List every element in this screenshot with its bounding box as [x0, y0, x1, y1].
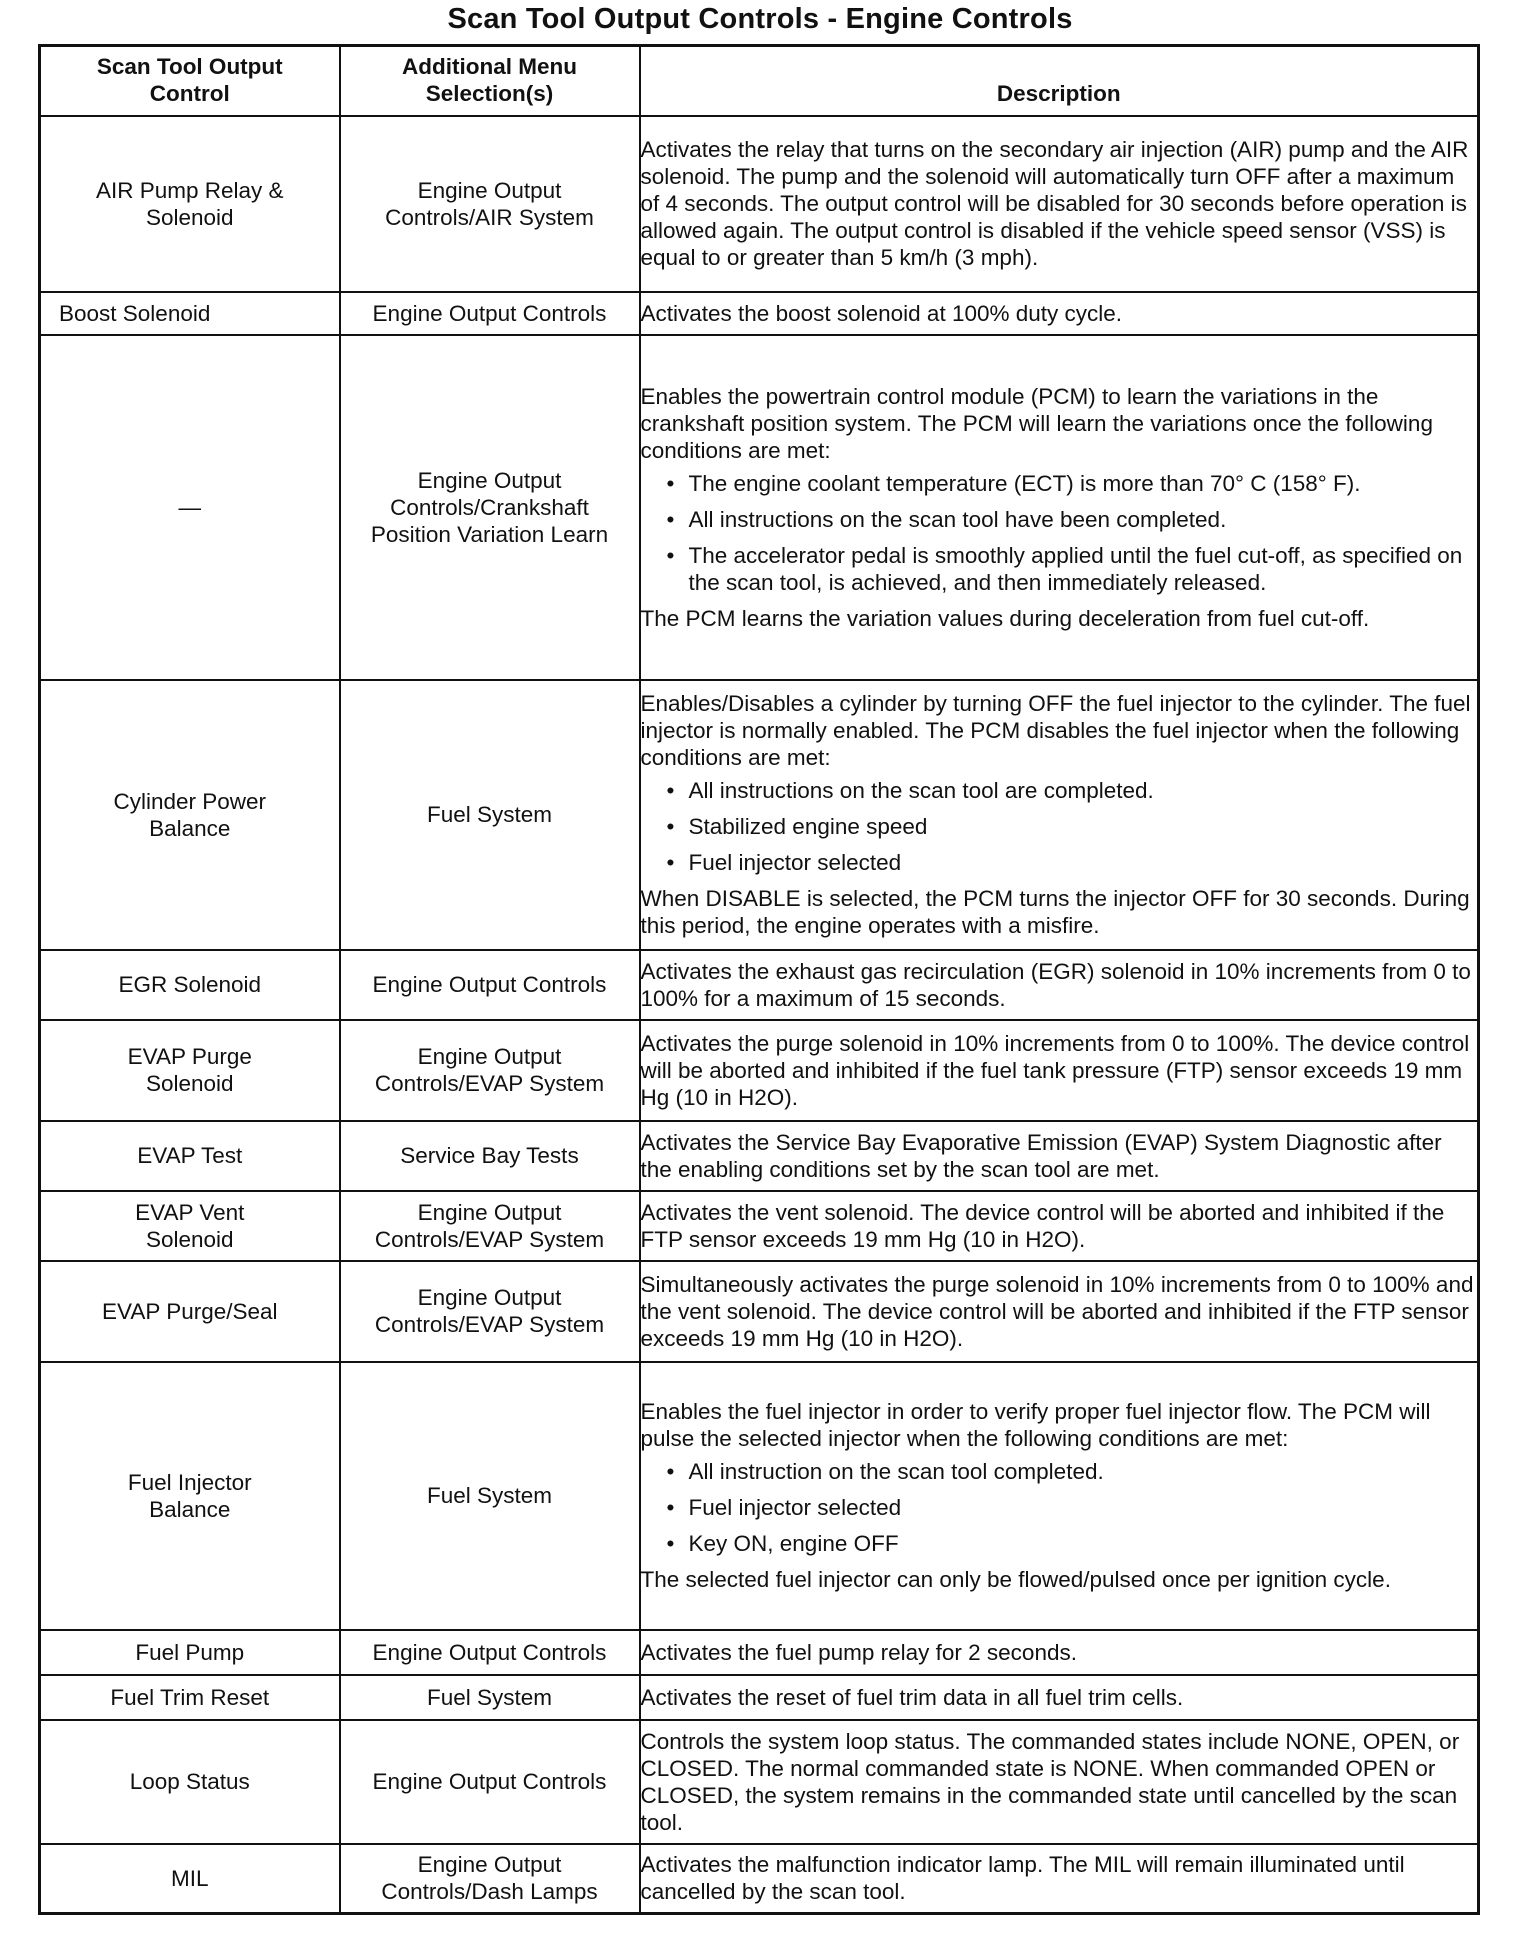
page-title: Scan Tool Output Controls - Engine Controls	[447, 3, 1073, 35]
table-row	[40, 1121, 1479, 1191]
table-row	[40, 1191, 1479, 1261]
cell-output-control: Cylinder Power Balance	[40, 680, 340, 950]
cell-menu-selection: Engine Output Controls/Dash Lamps	[340, 1844, 640, 1914]
condition-text: All instruction on the scan tool completed.	[688, 1459, 1104, 1484]
table-row	[40, 1020, 1479, 1121]
cell-description	[640, 1720, 1479, 1844]
description-text: Activates the purge solenoid in 10% increments from 0 to 100%. The device control will be aborted and inhibited if the fuel tank pressure (FTP) sensor exceeds 19 mm Hg (10 in H2O).	[640, 1030, 1470, 1110]
cell-menu-selection: Engine Output Controls	[340, 1630, 640, 1675]
bullet-icon: •	[666, 1459, 675, 1484]
cell-description	[640, 1191, 1479, 1261]
condition-item	[641, 1494, 1478, 1521]
condition-item	[641, 777, 1478, 804]
cell-menu-selection: Engine Output Controls	[340, 292, 640, 335]
condition-item	[641, 506, 1478, 533]
cell-description	[640, 1630, 1479, 1675]
table-row	[40, 680, 1479, 950]
condition-text: All instructions on the scan tool are completed.	[688, 778, 1154, 803]
condition-text: Stabilized engine speed	[688, 814, 928, 839]
cell-description	[640, 1844, 1479, 1914]
condition-item	[641, 849, 1478, 876]
cell-output-control: EVAP Purge/Seal	[40, 1261, 340, 1362]
table-row	[40, 1720, 1479, 1844]
condition-item	[641, 813, 1478, 840]
table-row	[40, 950, 1479, 1020]
cell-description	[640, 680, 1479, 950]
condition-list	[641, 1458, 1478, 1557]
cell-description	[640, 1121, 1479, 1191]
cell-menu-selection: Engine Output Controls	[340, 1720, 640, 1844]
cell-output-control: EGR Solenoid	[40, 950, 340, 1020]
condition-item	[641, 470, 1478, 497]
cell-output-control: Fuel Trim Reset	[40, 1675, 340, 1720]
condition-item	[641, 1458, 1478, 1485]
cell-menu-selection: Engine Output Controls/Crankshaft Position Variation Learn	[340, 335, 640, 680]
cell-output-control: Loop Status	[40, 1720, 340, 1844]
description-text: Activates the exhaust gas recirculation (EGR) solenoid in 10% increments from 0 to 100% for a maximum of 15 seconds.	[640, 958, 1471, 1011]
cell-menu-selection: Fuel System	[340, 1362, 640, 1630]
bullet-icon: •	[666, 814, 675, 839]
cell-output-control: Fuel Pump	[40, 1630, 340, 1675]
description-text: Activates the relay that turns on the secondary air injection (AIR) pump and the AIR solenoid. The pump and the solenoid will automatically turn OFF after a maximum of 4 seconds. The output control will be disabled for 30 seconds before operation is allowed again. The output control is disabled if the vehicle speed sensor (VSS) is equal to or greater than 5 km/h (3 mph).	[640, 137, 1469, 270]
condition-text: Fuel injector selected	[688, 1495, 902, 1520]
cell-output-control: AIR Pump Relay & Solenoid	[40, 116, 340, 292]
condition-text: The accelerator pedal is smoothly applied until the fuel cut-off, as specified on the scan tool, is achieved, and then immediately released.	[688, 542, 1463, 595]
description-text: Simultaneously activates the purge solenoid in 10% increments from 0 to 100% and the vent solenoid. The device control will be aborted and inhibited if the FTP sensor exceeds 19 mm Hg (10 in H2O).	[640, 1271, 1474, 1351]
cell-menu-selection: Service Bay Tests	[340, 1121, 640, 1191]
table-row	[40, 335, 1479, 680]
description-text: Activates the boost solenoid at 100% duty cycle.	[640, 300, 1123, 326]
cell-output-control: —	[40, 335, 340, 680]
description-text: Activates the Service Bay Evaporative Emission (EVAP) System Diagnostic after the enabling conditions set by the scan tool are met.	[640, 1129, 1442, 1182]
cell-output-control: EVAP Vent Solenoid	[40, 1191, 340, 1261]
header-description: Description	[640, 46, 1479, 116]
cell-menu-selection: Fuel System	[340, 680, 640, 950]
condition-item	[641, 542, 1478, 596]
description-note: When DISABLE is selected, the PCM turns the injector OFF for 30 seconds. During this period, the engine operates with a misfire.	[640, 886, 1470, 938]
condition-list	[641, 470, 1478, 596]
description-text: Enables the powertrain control module (PCM) to learn the variations in the crankshaft position system. The PCM will learn the variations once the following conditions are met:	[640, 383, 1433, 463]
condition-item	[641, 1530, 1478, 1557]
bullet-icon: •	[666, 1495, 675, 1520]
cell-description	[640, 335, 1479, 680]
description-text: Enables the fuel injector in order to verify proper fuel injector flow. The PCM will pulse the selected injector when the following conditions are met:	[640, 1399, 1431, 1451]
description-text: Controls the system loop status. The commanded states include NONE, OPEN, or CLOSED. The normal commanded state is NONE. When commanded OPEN or CLOSED, the system remains in the commanded state until cancelled by the scan tool.	[640, 1728, 1460, 1835]
output-controls-table	[38, 44, 1480, 1915]
bullet-icon: •	[666, 778, 675, 803]
table-row	[40, 1261, 1479, 1362]
cell-output-control: EVAP Test	[40, 1121, 340, 1191]
bullet-icon: •	[666, 542, 675, 568]
condition-text: Fuel injector selected	[688, 850, 902, 875]
description-note: The PCM learns the variation values during deceleration from fuel cut-off.	[640, 605, 1370, 631]
condition-text: The engine coolant temperature (ECT) is more than 70° C (158° F).	[688, 470, 1361, 496]
cell-menu-selection: Engine Output Controls/EVAP System	[340, 1020, 640, 1121]
table-row	[40, 1630, 1479, 1675]
cell-menu-selection: Engine Output Controls	[340, 950, 640, 1020]
header-row	[40, 46, 1479, 116]
description-text: Activates the malfunction indicator lamp. The MIL will remain illuminated until cancelled by the scan tool.	[640, 1852, 1405, 1905]
bullet-icon: •	[666, 850, 675, 875]
cell-description	[640, 1020, 1479, 1121]
cell-description	[640, 1261, 1479, 1362]
condition-list	[641, 777, 1478, 876]
header-output-control: Scan Tool Output Control	[40, 46, 340, 116]
table-body	[40, 116, 1479, 1914]
cell-description	[640, 292, 1479, 335]
cell-description	[640, 1362, 1479, 1630]
cell-output-control: MIL	[40, 1844, 340, 1914]
bullet-icon: •	[666, 1531, 675, 1556]
description-text: Enables/Disables a cylinder by turning OFF the fuel injector to the cylinder. The fuel injector is normally enabled. The PCM disables the fuel injector when the following conditions are met:	[640, 691, 1471, 770]
description-text: Activates the fuel pump relay for 2 seconds.	[640, 1639, 1077, 1665]
table-row	[40, 292, 1479, 335]
description-note: The selected fuel injector can only be flowed/pulsed once per ignition cycle.	[640, 1567, 1391, 1592]
description-text: Activates the vent solenoid. The device control will be aborted and inhibited if the FTP sensor exceeds 19 mm Hg (10 in H2O).	[640, 1199, 1445, 1252]
cell-output-control: Boost Solenoid	[40, 292, 340, 335]
header-menu-selection: Additional Menu Selection(s)	[340, 46, 640, 116]
condition-text: All instructions on the scan tool have been completed.	[688, 506, 1227, 532]
table-row	[40, 1675, 1479, 1720]
cell-description	[640, 950, 1479, 1020]
cell-output-control: EVAP Purge Solenoid	[40, 1020, 340, 1121]
bullet-icon: •	[666, 506, 675, 532]
condition-text: Key ON, engine OFF	[688, 1531, 899, 1556]
cell-output-control: Fuel Injector Balance	[40, 1362, 340, 1630]
cell-description	[640, 116, 1479, 292]
cell-menu-selection: Engine Output Controls/EVAP System	[340, 1191, 640, 1261]
cell-menu-selection: Engine Output Controls/AIR System	[340, 116, 640, 292]
cell-menu-selection: Engine Output Controls/EVAP System	[340, 1261, 640, 1362]
table-row	[40, 1362, 1479, 1630]
table-row	[40, 116, 1479, 292]
cell-description	[640, 1675, 1479, 1720]
bullet-icon: •	[666, 470, 675, 496]
table-row	[40, 1844, 1479, 1914]
cell-menu-selection: Fuel System	[340, 1675, 640, 1720]
description-text: Activates the reset of fuel trim data in all fuel trim cells.	[640, 1684, 1184, 1710]
